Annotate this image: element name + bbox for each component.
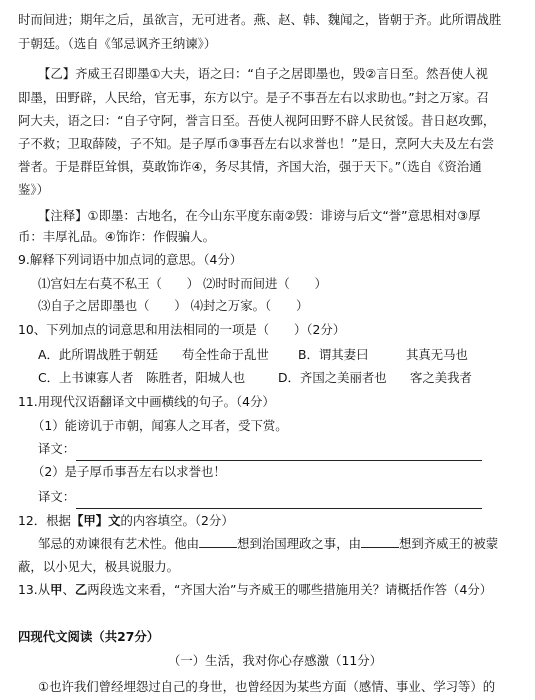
q10-stem: 10、下列加点的词意思和用法相同的一项是（ ）（2分） [18,322,346,337]
q12-text-b: 想到治国理政之事，由 [237,536,361,551]
q10-option-d-2: 客之美我者 [410,370,472,385]
q12-fill-line-1 [38,534,498,554]
q12-stem-jia: 【甲】文 [70,513,121,528]
q12-stem-post: 的内容填空。（2分） [120,513,234,528]
section-4-heading: 四现代文阅读（共27分） [18,629,160,644]
q11-answer-line-1[interactable] [76,448,482,461]
q10-option-a-2: 苟全性命于乱世 [182,347,269,362]
yi-line-5: 誉者。于是群臣耸惧，莫敢饰诈④，务尽其情，齐国大治，强于天下。”（选自《资治通 [18,159,482,174]
jia-tail-line-1: 时而间进；期年之后，虽欲言，无可进者。燕、赵、韩、魏闻之，皆朝于齐。此所谓战胜 [18,12,502,27]
q12-blank-1[interactable] [199,535,237,548]
q11-answer-label-1: 译文： [38,441,76,456]
q11-sentence-2: （2）是子厚币事吾左右以求誉也！ [32,464,226,479]
q12-stem-pre: 12．根据 [18,513,71,528]
notes-line-2: 币：丰厚礼品。④饰诈：作假骗人。 [18,229,215,244]
q11-answer-label-2: 译文： [38,489,76,504]
q13-yi: 乙 [74,582,88,597]
q10-option-c-1: C．上书谏寡人者 [38,370,134,385]
q12-fill-line-2: 蔽，以小见大，极具说服力。 [18,559,180,574]
q10-option-b-2: 其真无马也 [406,347,468,362]
jia-tail-line-2: 于朝廷。（选自《邹忌讽齐王纳谏》） [18,36,217,51]
q11-answer-line-2[interactable] [76,496,482,509]
q10-option-b-1: B．谓其妻曰 [298,347,369,362]
q13-stem [18,580,492,600]
yi-line-1: 【乙】齐威王召即墨①大夫，语之曰：“自子之居即墨也，毁②言日至。然吾使人视 [38,66,488,81]
q12-text-a: 邹忌的劝谏很有艺术性。他由 [38,536,200,551]
q12-blank-2[interactable] [361,535,399,548]
q10-option-c-2: 陈胜者，阳城人也 [146,370,246,385]
q13-mid: 、 [62,582,75,597]
q13-pre: 13.从 [18,582,51,597]
q12-stem [18,511,234,531]
section-4-paragraph-1: ①也许我们曾经埋怨过自己的身世，也曾经因为某些方面（感情、事业、学习等）的 [38,679,496,694]
notes-line-1: 【注释】①即墨：古地名，在今山东平度东南②毁：诽谤与后文“誉”意思相对③厚 [38,208,481,223]
q10-option-d-1: D．齐国之美丽者也 [278,370,387,385]
q9-row-1: ⑴宫妇左右莫不私王（ ） ⑵时时而间进（ ） [38,276,327,291]
yi-line-2: 即墨，田野辟，人民给，官无事，东方以宁。是子不事吾左右以求助也。”封之万家。召 [18,90,490,105]
q9-row-2: ⑶自子之居即墨也（ ） ⑷封之万家。（ ） [38,298,309,313]
q11-stem: 11.用现代汉语翻译文中画横线的句子。（4分） [18,394,275,409]
q10-option-a-1: A．此所谓战胜于朝廷 [38,347,158,362]
yi-line-6: 鉴》） [18,182,49,197]
yi-line-4: 子不救；卫取薛陵，子不知。是子厚币③事吾左右以求誉也！”是日，烹阿大夫及左右尝 [18,136,494,151]
q11-sentence-1: （1）能谤讥于市朝，闻寡人之耳者，受下赏。 [32,418,288,433]
q9-stem: 9.解释下列词语中加点词的意思。（4分） [18,252,243,267]
q13-jia: 甲 [50,582,63,597]
yi-line-3: 阿大夫，语之曰：“自子守阿，誉言日至。吾使人视阿田野不辟人民贫馁。昔日赵攻鄄， [18,113,496,128]
q13-post: 两段选文来看，“齐国大治”与齐威王的哪些措施用关？请概括作答（4分） [87,582,493,597]
section-4-subheading: （一）生活，我对你心存感激（11分） [168,653,383,668]
q12-text-c: 想到齐威王的被蒙 [398,536,499,551]
